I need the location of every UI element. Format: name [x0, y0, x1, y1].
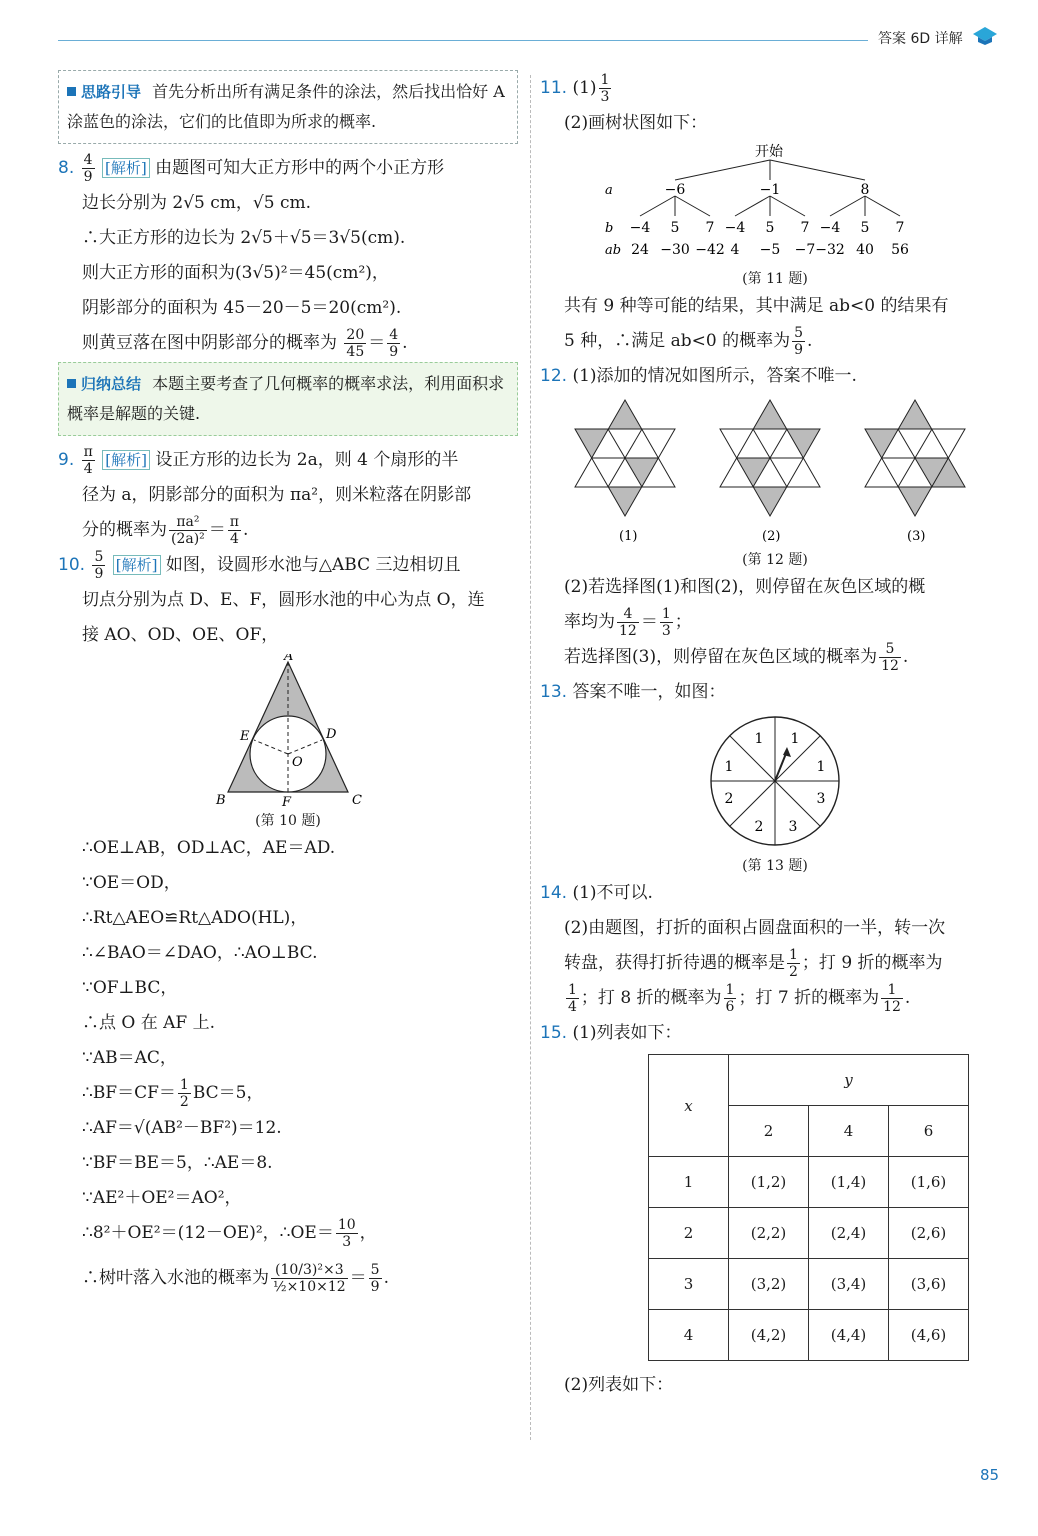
- q10-step: ∴8²＋OE²＝(12－OE)²，∴OE＝ $\frac{10}{3}$ ，: [82, 1217, 377, 1250]
- label-c: C: [352, 793, 362, 806]
- table-row: 1 (1,2) (1,4) (1,6): [649, 1157, 969, 1208]
- svg-text:a: a: [605, 183, 613, 198]
- q10-step: ∴树叶落入水池的概率为 $\frac{\text{(10/3)²×3}}{\text{½×10×12}}$ ＝ $\frac{5}{9}$ .: [82, 1262, 389, 1295]
- q10-step: ∵OE＝OD，: [82, 873, 181, 893]
- spinner-sector-label: 2: [724, 791, 734, 807]
- tree-b: −4: [629, 220, 651, 236]
- header-logo-icon: [970, 24, 1000, 51]
- table-row: 2 (2,2) (2,4) (2,6): [649, 1208, 969, 1259]
- q14-line1: 14. (1)不可以.: [540, 883, 653, 903]
- label-o: O: [292, 755, 303, 770]
- table-row: 3 (3,2) (3,4) (3,6): [649, 1259, 969, 1310]
- label-f: F: [282, 795, 292, 806]
- label-e: E: [240, 729, 250, 744]
- q8-line2: 边长分别为 2√5 cm，√5 cm.: [82, 193, 312, 213]
- q10-step: ∴AF＝√(AB²－BF²)＝12.: [82, 1118, 282, 1138]
- q10-step: ∴OE⊥AB，OD⊥AC，AE＝AD.: [82, 838, 336, 858]
- figure-caption: (第 11 题): [742, 271, 808, 287]
- tree-b: 7: [705, 220, 715, 236]
- question-number: 14.: [540, 883, 568, 903]
- analysis-tag: [解析]: [102, 450, 150, 470]
- q10-line2: 切点分别为点 D、E、F，圆形水池的中心为点 O，连: [82, 590, 485, 610]
- tree-ab: 4: [730, 242, 740, 258]
- question-number: 11.: [540, 78, 568, 98]
- tree-ab: −42: [695, 242, 725, 258]
- q13-line1: 13. 答案不唯一，如图：: [540, 682, 726, 702]
- q9-line1: 9. $\frac{\pi}{4}$ [解析] 设正方形的边长为 2a，则 4 个扇形的半: [58, 444, 459, 477]
- table-col-header: 2: [729, 1106, 809, 1157]
- figure-caption: (第 12 题): [742, 552, 808, 568]
- q10-step: ∵BF＝BE＝5，∴AE＝8.: [82, 1153, 273, 1173]
- tree-b: 5: [670, 220, 680, 236]
- q10-line3: 接 AO、OD、OE、OF，: [82, 625, 279, 645]
- tree-a: −1: [759, 182, 781, 198]
- q8-line5: 阴影部分的面积为 45－20－5＝20(cm²).: [82, 298, 402, 318]
- q10-step: ∴Rt△AEO≌Rt△ADO(HL)，: [82, 908, 308, 928]
- spinner-diagram: [705, 711, 845, 851]
- question-number: 9.: [58, 450, 75, 470]
- spinner-sector-label: 3: [816, 791, 826, 807]
- header-line: [58, 40, 868, 41]
- label-b: B: [216, 793, 226, 806]
- tree-diagram: [605, 142, 945, 264]
- page-number: 85: [980, 1466, 1000, 1484]
- question-number: 13.: [540, 682, 568, 702]
- q10-step: ∵AB＝AC，: [82, 1048, 177, 1068]
- tree-b: 7: [800, 220, 810, 236]
- tree-root: 开始: [755, 144, 783, 160]
- q11-line3: 共有 9 种等可能的结果，其中满足 ab<0 的结果有: [564, 296, 949, 316]
- question-number: 10.: [58, 555, 86, 575]
- q11-line1: 11. (1) $\frac{1}{3}$: [540, 72, 610, 105]
- label-a: A: [284, 654, 294, 664]
- analysis-tag: [解析]: [113, 555, 161, 575]
- q8-line3: ∴大正方形的边长为 2√5＋√5＝3√5(cm).: [82, 228, 406, 248]
- q14-line3: 转盘，获得打折待遇的概率是 $\frac{1}{2}$ ；打 9 折的概率为: [564, 947, 943, 980]
- tree-ab: 24: [631, 242, 649, 258]
- q10-step: ∵OF⊥BC，: [82, 978, 178, 998]
- tip-text: 首先分析出所有满足条件的涂法，然后找出恰好 A 涂蓝色的涂法，它们的比值即为所求的概率.: [67, 82, 505, 131]
- table-row: 4 (4,2) (4,4) (4,6): [649, 1310, 969, 1361]
- tree-b: 5: [860, 220, 870, 236]
- tree-ab: −7: [794, 242, 816, 258]
- figure-10: [58, 654, 518, 830]
- spinner-sector-label: 1: [754, 731, 764, 747]
- header-title: 答案 6D 详解: [878, 31, 963, 47]
- spinner-sector-label: 1: [724, 759, 734, 775]
- figure-label: (2): [762, 529, 781, 544]
- q11-line2: (2)画树状图如下：: [564, 113, 708, 133]
- q11-line4: 5 种，∴满足 ab<0 的概率为 $\frac{5}{9}$ .: [564, 325, 813, 358]
- figure-caption: (第 13 题): [742, 858, 808, 874]
- left-column: [58, 70, 518, 1297]
- outcome-table: [648, 1054, 969, 1361]
- q9-line2: 径为 a，阴影部分的面积为 πa²，则米粒落在阴影部: [82, 485, 472, 505]
- right-column: [540, 70, 1010, 1404]
- tree-b: −4: [724, 220, 746, 236]
- svg-text:b: b: [605, 221, 614, 236]
- tip-tag: 思路引导: [67, 83, 141, 101]
- figure-12: [540, 395, 1010, 569]
- tip-box-thinking: [58, 70, 518, 144]
- tree-b: −4: [819, 220, 841, 236]
- analysis-tag: [解析]: [102, 158, 150, 178]
- q10-step: ∵AE²＋OE²＝AO²，: [82, 1188, 242, 1208]
- q15-line2: (2)列表如下：: [564, 1375, 674, 1395]
- svg-text:ab: ab: [605, 243, 622, 258]
- label-d: D: [326, 727, 337, 742]
- tree-b: 5: [765, 220, 775, 236]
- figure-caption: (第 10 题): [255, 813, 321, 829]
- spinner-sector-label: 2: [754, 819, 764, 835]
- q10-step: ∴∠BAO＝∠DAO，∴AO⊥BC.: [82, 943, 318, 963]
- figure-label: (3): [907, 529, 926, 544]
- question-number: 15.: [540, 1023, 568, 1043]
- q9-line3: 分的概率为 $\frac{\text{πa²}}{\text{(2a)²}}$ ＝ $\frac{\pi}{4}$ .: [82, 514, 249, 547]
- table-col-header: 6: [889, 1106, 969, 1157]
- tree-ab: −32: [815, 242, 845, 258]
- q15-line1: 15. (1)列表如下：: [540, 1023, 682, 1043]
- table-col-header: 4: [809, 1106, 889, 1157]
- q10-step: ∴点 O 在 AF 上.: [82, 1013, 216, 1033]
- tree-b: 7: [895, 220, 905, 236]
- tree-ab: −5: [759, 242, 781, 258]
- triangle-circle-diagram: [208, 654, 368, 806]
- table-header-x: x: [649, 1055, 729, 1157]
- figure-13: [540, 711, 1010, 875]
- tree-a: 8: [860, 182, 870, 198]
- column-divider: [530, 75, 531, 1440]
- question-number: 12.: [540, 366, 568, 386]
- tip-text: 本题主要考查了几何概率的概率求法，利用面积求概率是解题的关键.: [67, 374, 505, 423]
- q8-line6: 则黄豆落在图中阴影部分的概率为 $\frac{20}{45}$ ＝ $\frac{4}{9}$ .: [82, 327, 408, 360]
- question-number: 8.: [58, 158, 75, 178]
- tip-box-summary: [58, 362, 518, 436]
- answer-fraction: $\frac{5}{9}$: [94, 549, 104, 582]
- tree-ab: 40: [856, 242, 874, 258]
- spinner-sector-label: 1: [790, 731, 800, 747]
- tree-ab: 56: [891, 242, 909, 258]
- q14-line4: $\frac{1}{4}$ ；打 8 折的概率为 $\frac{1}{6}$ ；打 7 折的概率为 $\frac{1}{12}$ .: [568, 982, 911, 1015]
- spinner-sector-label: 1: [816, 759, 826, 775]
- answer-fraction: $\frac{\pi}{4}$: [83, 444, 93, 477]
- tip-tag: 归纳总结: [67, 375, 141, 393]
- q12-line1: 12. (1)添加的情况如图所示，答案不唯一.: [540, 366, 857, 386]
- q10-line1: 10. $\frac{5}{9}$ [解析] 如图，设圆形水池与△ABC 三边相切且: [58, 549, 461, 582]
- q8-line1: [58, 152, 518, 185]
- tree-a: −6: [664, 182, 686, 198]
- answer-fraction: $\frac{4}{9}$: [83, 152, 93, 185]
- spinner-sector-label: 3: [788, 819, 798, 835]
- q12-line2: (2)若选择图(1)和图(2)，则停留在灰色区域的概: [564, 577, 926, 597]
- figure-label: (1): [619, 529, 638, 544]
- q12-line4: 若选择图(3)，则停留在灰色区域的概率为 $\frac{5}{12}$ .: [564, 641, 909, 674]
- table-header-y: y: [729, 1055, 969, 1106]
- figure-11: [540, 142, 1010, 288]
- q8-text: 由题图可知大正方形中的两个小正方形: [155, 158, 445, 178]
- q12-line3: 率均为 $\frac{4}{12}$ ＝ $\frac{1}{3}$ ；: [564, 606, 692, 639]
- tree-ab: −30: [660, 242, 690, 258]
- star-figures: [565, 395, 985, 545]
- q8-line4: 则大正方形的面积为(3√5)²＝45(cm²)，: [82, 263, 389, 283]
- q10-step: ∴BF＝CF＝ $\frac{1}{2}$ BC＝5，: [82, 1077, 264, 1110]
- q14-line2: (2)由题图，打折的面积占圆盘面积的一半，转一次: [564, 918, 946, 938]
